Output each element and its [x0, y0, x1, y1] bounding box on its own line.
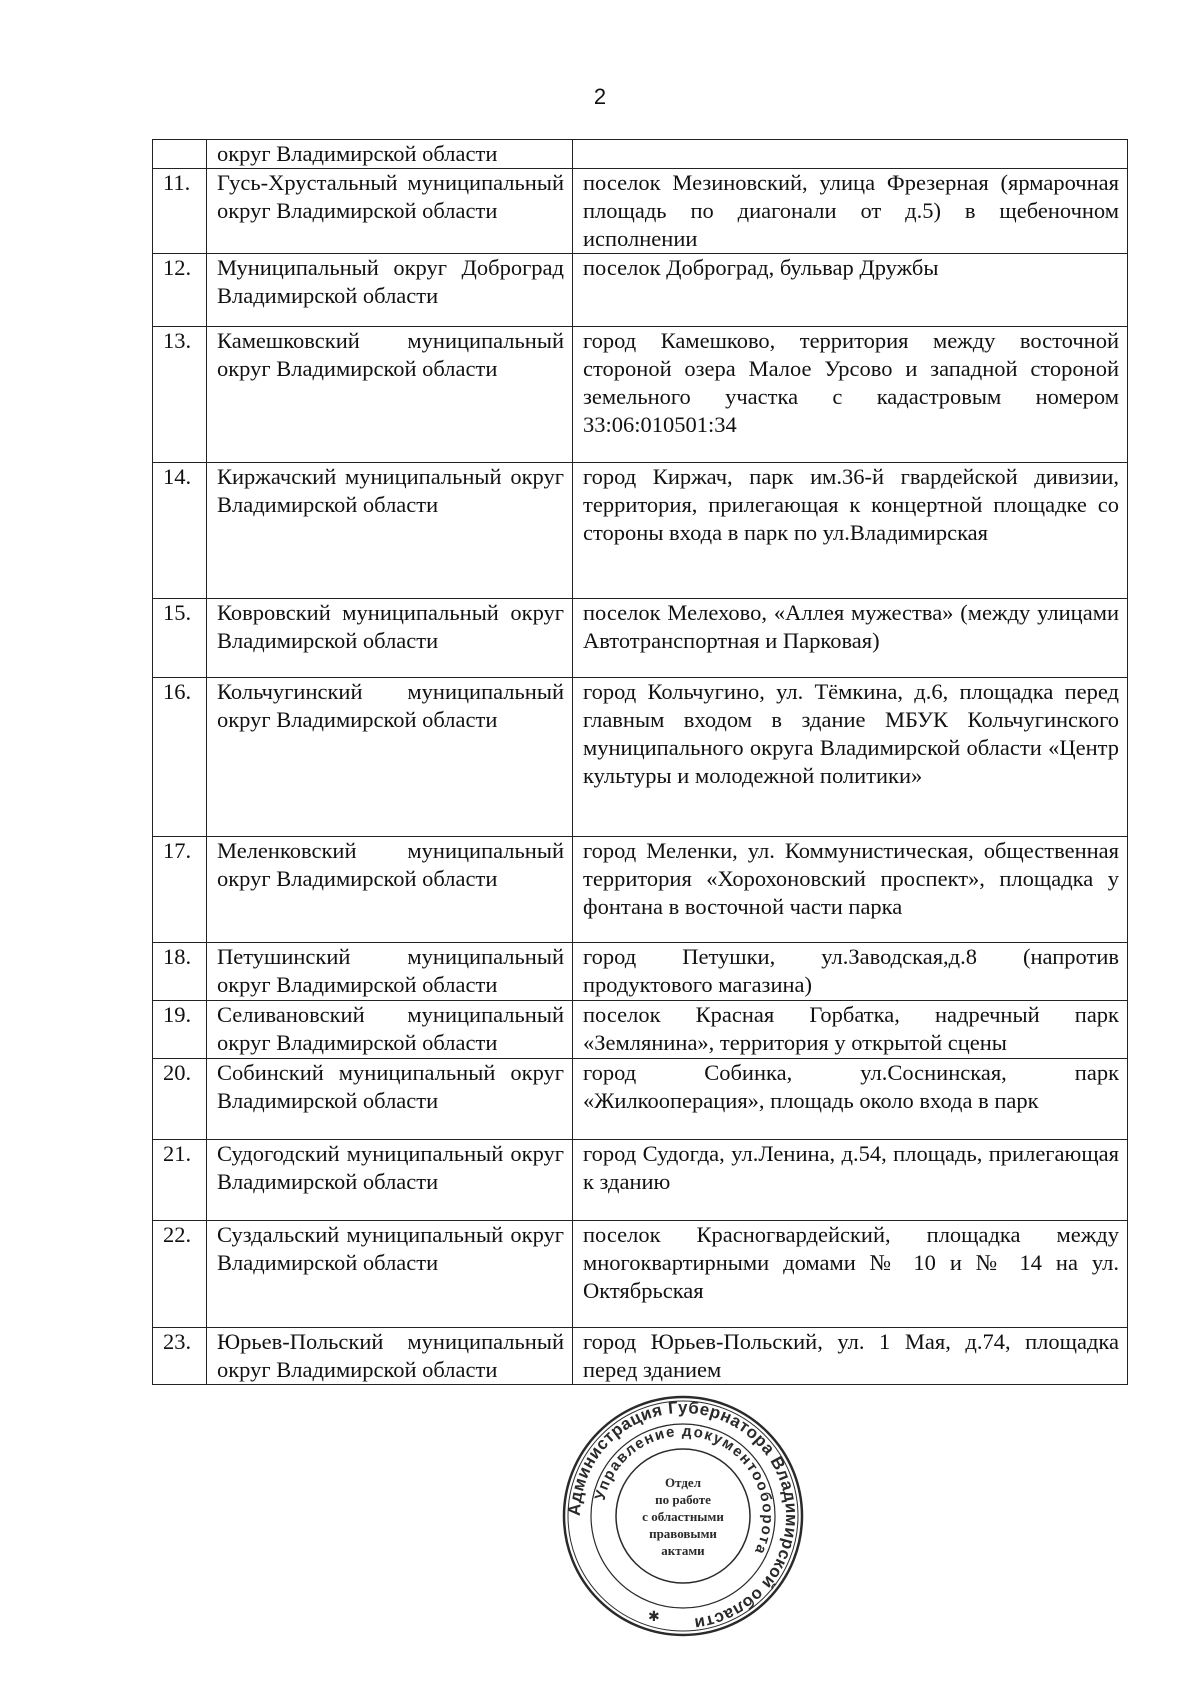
- address-cell: город Собинка, ул.Соснинская, парк «Жилкооперация», площадь около входа в парк: [573, 1059, 1128, 1140]
- address-cell: город Петушки, ул.Заводская,д.8 (напротив продуктового магазина): [573, 943, 1128, 1001]
- table-row: [153, 254, 1128, 327]
- seal-outer-text: Администрация Губернатора Владимирской области: [564, 1397, 802, 1634]
- address-cell: поселок Мелехово, «Аллея мужества» (между улицами Автотранспортная и Парковая): [573, 599, 1128, 678]
- municipality-cell: Кольчугинский муниципальный округ Владимирской области: [207, 678, 573, 837]
- row-number: 12.: [153, 254, 207, 327]
- address-cell: город Киржач, парк им.36-й гвардейской дивизии, территория, прилегающая к концертной площадке со стороны входа в парк по ул.Владимирская: [573, 463, 1128, 599]
- table-row: [153, 1328, 1128, 1385]
- row-number: 15.: [153, 599, 207, 678]
- address-cell: поселок Красногвардейский, площадка между многоквартирными домами № 10 и № 14 на ул. Октябрьская: [573, 1221, 1128, 1328]
- municipality-cell: Петушинский муниципальный округ Владимирской области: [207, 943, 573, 1001]
- address-cell: [573, 140, 1128, 169]
- row-number: 23.: [153, 1328, 207, 1385]
- address-cell: поселок Доброград, бульвар Дружбы: [573, 254, 1128, 327]
- seal-center-line: с областными: [642, 1509, 724, 1524]
- table-row: [153, 678, 1128, 837]
- row-number: 18.: [153, 943, 207, 1001]
- municipality-cell: Меленковский муниципальный округ Владимирской области: [207, 837, 573, 943]
- table-row: [153, 1059, 1128, 1140]
- star-icon: ✱: [648, 1609, 660, 1625]
- address-cell: город Юрьев-Польский, ул. 1 Мая, д.74, площадка перед зданием: [573, 1328, 1128, 1385]
- seal-center-line: по работе: [655, 1492, 711, 1507]
- table-row: [153, 943, 1128, 1001]
- table-row: [153, 837, 1128, 943]
- seal-center-line: правовыми: [649, 1526, 717, 1541]
- municipality-cell: Судогодский муниципальный округ Владимирской области: [207, 1140, 573, 1221]
- row-number: 13.: [153, 327, 207, 463]
- municipality-cell: Суздальский муниципальный округ Владимирской области: [207, 1221, 573, 1328]
- municipality-cell: округ Владимирской области: [207, 140, 573, 169]
- municipality-cell: Собинский муниципальный округ Владимирской области: [207, 1059, 573, 1140]
- municipality-cell: Селивановский муниципальный округ Владимирской области: [207, 1001, 573, 1059]
- address-cell: город Меленки, ул. Коммунистическая, общественная территория «Хорохоновский проспект», площадка у фонтана в восточной части парка: [573, 837, 1128, 943]
- table-row: [153, 1001, 1128, 1059]
- address-cell: поселок Мезиновский, улица Фрезерная (ярмарочная площадь по диагонали от д.5) в щебеночном исполнении: [573, 169, 1128, 254]
- municipality-cell: Юрьев-Польский муниципальный округ Владимирской области: [207, 1328, 573, 1385]
- row-number: 11.: [153, 169, 207, 254]
- row-number: [153, 140, 207, 169]
- official-seal: [562, 1395, 804, 1637]
- seal-center-line: Отдел: [665, 1475, 701, 1490]
- locations-table: [152, 139, 1128, 1385]
- municipality-cell: Киржачский муниципальный округ Владимирской области: [207, 463, 573, 599]
- page-number: 2: [593, 84, 607, 109]
- seal-inner-text: Управление документооборота: [591, 1422, 777, 1558]
- table-row: [153, 1140, 1128, 1221]
- address-cell: город Кольчугино, ул. Тёмкина, д.6, площадка перед главным входом в здание МБУК Кольчугинского муниципального округа Владимирской области «Центр культуры и молодежной политики»: [573, 678, 1128, 837]
- row-number: 20.: [153, 1059, 207, 1140]
- table-row: [153, 463, 1128, 599]
- row-number: 22.: [153, 1221, 207, 1328]
- address-cell: город Судогда, ул.Ленина, д.54, площадь, прилегающая к зданию: [573, 1140, 1128, 1221]
- address-cell: поселок Красная Горбатка, надречный парк «Землянина», территория у открытой сцены: [573, 1001, 1128, 1059]
- table-row: [153, 599, 1128, 678]
- table-row: [153, 327, 1128, 463]
- table-row: [153, 1221, 1128, 1328]
- municipality-cell: Гусь-Хрустальный муниципальный округ Владимирской области: [207, 169, 573, 254]
- municipality-cell: Муниципальный округ Доброград Владимирской области: [207, 254, 573, 327]
- table-row: [153, 140, 1128, 169]
- row-number: 21.: [153, 1140, 207, 1221]
- municipality-cell: Ковровский муниципальный округ Владимирской области: [207, 599, 573, 678]
- row-number: 14.: [153, 463, 207, 599]
- row-number: 16.: [153, 678, 207, 837]
- row-number: 19.: [153, 1001, 207, 1059]
- seal-center-line: актами: [661, 1543, 705, 1558]
- address-cell: город Камешково, территория между восточной стороной озера Малое Урсово и западной стороной земельного участка с кадастровым номером 33:06:010501:34: [573, 327, 1128, 463]
- table-row: [153, 169, 1128, 254]
- municipality-cell: Камешковский муниципальный округ Владимирской области: [207, 327, 573, 463]
- row-number: 17.: [153, 837, 207, 943]
